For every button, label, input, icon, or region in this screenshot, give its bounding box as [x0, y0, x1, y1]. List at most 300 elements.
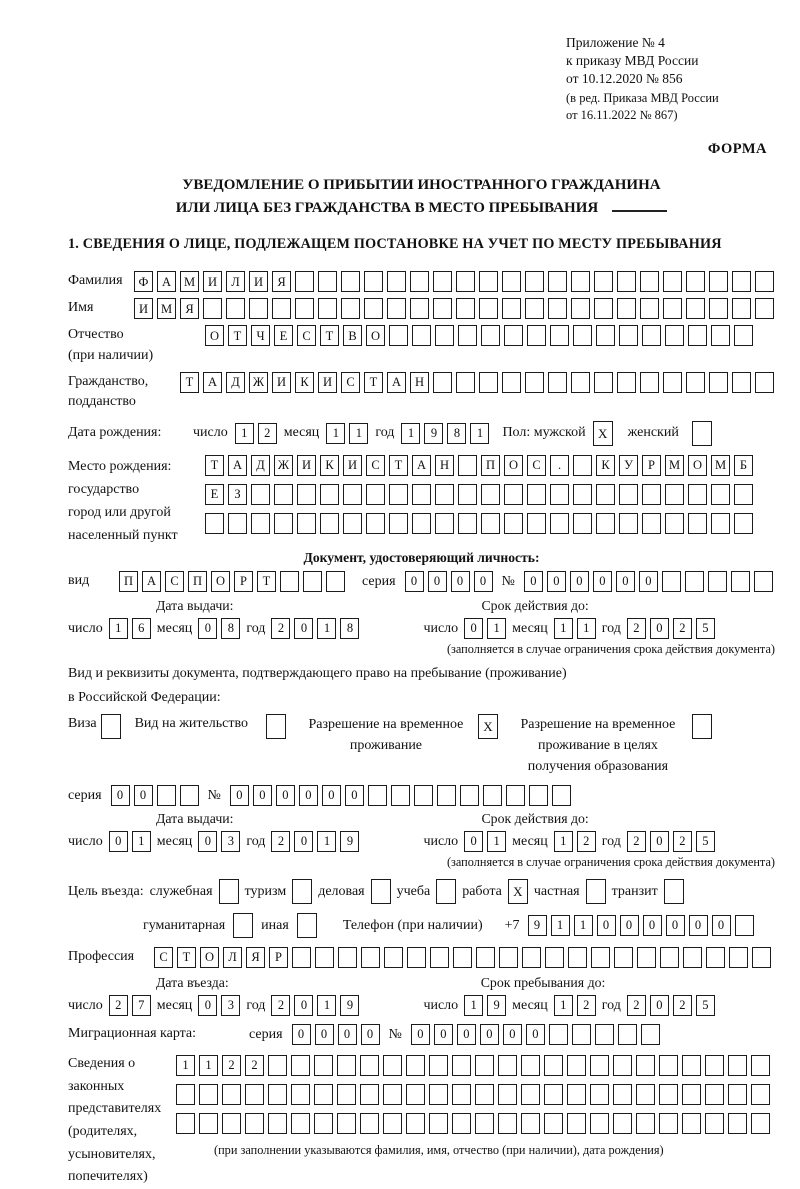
- migcard-number-cell[interactable]: [572, 1024, 591, 1045]
- permit-expiry-year-cell[interactable]: 5: [696, 831, 715, 852]
- representatives-cell[interactable]: [636, 1055, 655, 1076]
- birthplace-cell[interactable]: [688, 513, 707, 534]
- migcard-number-cell[interactable]: 0: [503, 1024, 522, 1045]
- representatives-cell[interactable]: [728, 1113, 747, 1134]
- representatives-cell[interactable]: [636, 1084, 655, 1105]
- representatives-cell[interactable]: [475, 1055, 494, 1076]
- representatives-cell[interactable]: [199, 1084, 218, 1105]
- birth-day-cell[interactable]: 1: [235, 423, 254, 444]
- stay-year-cell[interactable]: 5: [696, 995, 715, 1016]
- permit-issue-year-cell[interactable]: 2: [271, 831, 290, 852]
- surname-cell[interactable]: [755, 271, 774, 292]
- surname-cell[interactable]: М: [180, 271, 199, 292]
- name-cell[interactable]: Я: [180, 298, 199, 319]
- representatives-cell[interactable]: [406, 1084, 425, 1105]
- representatives-cell[interactable]: [314, 1084, 333, 1105]
- representatives-cell[interactable]: [636, 1113, 655, 1134]
- permit-expiry-year-cell[interactable]: 0: [650, 831, 669, 852]
- birth-year-cell[interactable]: 1: [470, 423, 489, 444]
- birthplace-cell[interactable]: [458, 455, 477, 476]
- surname-cell[interactable]: А: [157, 271, 176, 292]
- representatives-cell[interactable]: [521, 1113, 540, 1134]
- name-cell[interactable]: [364, 298, 383, 319]
- birthplace-cell[interactable]: [412, 484, 431, 505]
- birthplace-cell[interactable]: .: [550, 455, 569, 476]
- birthplace-cell[interactable]: [596, 484, 615, 505]
- citizenship-cell[interactable]: И: [318, 372, 337, 393]
- representatives-cell[interactable]: [291, 1113, 310, 1134]
- entry-year-cell[interactable]: 1: [317, 995, 336, 1016]
- name-cell[interactable]: [433, 298, 452, 319]
- purpose-business-checkbox-cell[interactable]: [371, 879, 391, 904]
- entry-year-cell[interactable]: 2: [271, 995, 290, 1016]
- profession-cell[interactable]: Л: [223, 947, 242, 968]
- stay-day-cell[interactable]: 1: [464, 995, 483, 1016]
- name-cell[interactable]: [272, 298, 291, 319]
- doc-kind-cell[interactable]: Т: [257, 571, 276, 592]
- representatives-cell[interactable]: [314, 1113, 333, 1134]
- profession-cell[interactable]: [660, 947, 679, 968]
- profession-cell[interactable]: [453, 947, 472, 968]
- citizenship-cell[interactable]: [617, 372, 636, 393]
- patronymic-cell[interactable]: Т: [320, 325, 339, 346]
- representatives-cell[interactable]: [728, 1084, 747, 1105]
- birthplace-cell[interactable]: [274, 513, 293, 534]
- birthplace-cell[interactable]: [320, 513, 339, 534]
- representatives-cell[interactable]: 1: [176, 1055, 195, 1076]
- doc-kind-cell[interactable]: Р: [234, 571, 253, 592]
- doc-number-cell[interactable]: [708, 571, 727, 592]
- doc-expiry-year-cell[interactable]: 0: [650, 618, 669, 639]
- permit-expiry-day-cell[interactable]: 0: [464, 831, 483, 852]
- profession-cell[interactable]: [752, 947, 771, 968]
- migcard-number-cell[interactable]: [641, 1024, 660, 1045]
- phone-cell[interactable]: 0: [643, 915, 662, 936]
- name-cell[interactable]: [594, 298, 613, 319]
- surname-cell[interactable]: [617, 271, 636, 292]
- birthplace-cell[interactable]: [504, 513, 523, 534]
- patronymic-cell[interactable]: [435, 325, 454, 346]
- name-cell[interactable]: [525, 298, 544, 319]
- migcard-number-cell[interactable]: [595, 1024, 614, 1045]
- name-cell[interactable]: [410, 298, 429, 319]
- citizenship-cell[interactable]: И: [272, 372, 291, 393]
- birthplace-cell[interactable]: А: [412, 455, 431, 476]
- name-cell[interactable]: [755, 298, 774, 319]
- entry-day-cell[interactable]: 2: [109, 995, 128, 1016]
- surname-cell[interactable]: Ф: [134, 271, 153, 292]
- doc-number-cell[interactable]: 0: [570, 571, 589, 592]
- phone-cell[interactable]: 0: [689, 915, 708, 936]
- representatives-cell[interactable]: [452, 1084, 471, 1105]
- representatives-cell[interactable]: [268, 1055, 287, 1076]
- birthplace-cell[interactable]: [665, 484, 684, 505]
- birth-year-cell[interactable]: 9: [424, 423, 443, 444]
- birth-month-cell[interactable]: 1: [326, 423, 345, 444]
- patronymic-cell[interactable]: О: [366, 325, 385, 346]
- representatives-cell[interactable]: [337, 1084, 356, 1105]
- birthplace-cell[interactable]: Ж: [274, 455, 293, 476]
- representatives-cell[interactable]: [613, 1084, 632, 1105]
- representatives-cell[interactable]: [728, 1055, 747, 1076]
- representatives-cell[interactable]: [314, 1055, 333, 1076]
- birthplace-cell[interactable]: [481, 513, 500, 534]
- profession-cell[interactable]: О: [200, 947, 219, 968]
- permit-series-cell[interactable]: [180, 785, 199, 806]
- doc-number-cell[interactable]: 0: [547, 571, 566, 592]
- name-cell[interactable]: [249, 298, 268, 319]
- entry-month-cell[interactable]: 0: [198, 995, 217, 1016]
- representatives-cell[interactable]: [268, 1113, 287, 1134]
- surname-cell[interactable]: [341, 271, 360, 292]
- surname-cell[interactable]: [571, 271, 590, 292]
- birthplace-cell[interactable]: К: [596, 455, 615, 476]
- birthplace-cell[interactable]: Д: [251, 455, 270, 476]
- temp-residence-edu-checkbox-cell[interactable]: [692, 714, 712, 739]
- representatives-cell[interactable]: [682, 1113, 701, 1134]
- birthplace-cell[interactable]: [251, 484, 270, 505]
- representatives-cell[interactable]: 1: [199, 1055, 218, 1076]
- surname-cell[interactable]: [410, 271, 429, 292]
- citizenship-cell[interactable]: [502, 372, 521, 393]
- birthplace-cell[interactable]: [734, 484, 753, 505]
- birthplace-cell[interactable]: [711, 513, 730, 534]
- doc-issue-month-cell[interactable]: 8: [221, 618, 240, 639]
- citizenship-cell[interactable]: [571, 372, 590, 393]
- birthplace-cell[interactable]: [619, 484, 638, 505]
- doc-number-cell[interactable]: [731, 571, 750, 592]
- representatives-cell[interactable]: [567, 1084, 586, 1105]
- doc-issue-year-cell[interactable]: 2: [271, 618, 290, 639]
- representatives-cell[interactable]: [429, 1084, 448, 1105]
- patronymic-cell[interactable]: [573, 325, 592, 346]
- permit-number-cell[interactable]: 0: [253, 785, 272, 806]
- profession-cell[interactable]: [361, 947, 380, 968]
- birthplace-cell[interactable]: П: [481, 455, 500, 476]
- permit-issue-year-cell[interactable]: 0: [294, 831, 313, 852]
- doc-expiry-year-cell[interactable]: 2: [673, 618, 692, 639]
- representatives-cell[interactable]: [590, 1055, 609, 1076]
- permit-number-cell[interactable]: [391, 785, 410, 806]
- migcard-series-cell[interactable]: 0: [315, 1024, 334, 1045]
- permit-number-cell[interactable]: [437, 785, 456, 806]
- surname-cell[interactable]: [732, 271, 751, 292]
- doc-series-cell[interactable]: 0: [451, 571, 470, 592]
- profession-cell[interactable]: [315, 947, 334, 968]
- representatives-cell[interactable]: [544, 1113, 563, 1134]
- birthplace-cell[interactable]: И: [297, 455, 316, 476]
- permit-issue-month-cell[interactable]: 3: [221, 831, 240, 852]
- representatives-cell[interactable]: [521, 1084, 540, 1105]
- name-cell[interactable]: [456, 298, 475, 319]
- representatives-cell[interactable]: [406, 1055, 425, 1076]
- representatives-cell[interactable]: [705, 1113, 724, 1134]
- birthplace-cell[interactable]: [734, 513, 753, 534]
- phone-cell[interactable]: 1: [551, 915, 570, 936]
- phone-cell[interactable]: 1: [574, 915, 593, 936]
- birthplace-cell[interactable]: [642, 484, 661, 505]
- representatives-cell[interactable]: [567, 1055, 586, 1076]
- birthplace-cell[interactable]: [550, 484, 569, 505]
- doc-kind-cell[interactable]: О: [211, 571, 230, 592]
- patronymic-cell[interactable]: Ч: [251, 325, 270, 346]
- representatives-cell[interactable]: [222, 1113, 241, 1134]
- permit-number-cell[interactable]: [414, 785, 433, 806]
- patronymic-cell[interactable]: [504, 325, 523, 346]
- birthplace-cell[interactable]: [366, 513, 385, 534]
- birthplace-cell[interactable]: [573, 513, 592, 534]
- phone-cell[interactable]: 0: [620, 915, 639, 936]
- citizenship-cell[interactable]: [479, 372, 498, 393]
- residence-permit-checkbox-cell[interactable]: [266, 714, 286, 739]
- birthplace-cell[interactable]: [228, 513, 247, 534]
- representatives-cell[interactable]: [291, 1084, 310, 1105]
- name-cell[interactable]: [732, 298, 751, 319]
- birthplace-cell[interactable]: [435, 484, 454, 505]
- representatives-cell[interactable]: [452, 1113, 471, 1134]
- representatives-cell[interactable]: [383, 1084, 402, 1105]
- representatives-cell[interactable]: [567, 1113, 586, 1134]
- name-cell[interactable]: [387, 298, 406, 319]
- patronymic-cell[interactable]: [458, 325, 477, 346]
- entry-year-cell[interactable]: 9: [340, 995, 359, 1016]
- profession-cell[interactable]: [407, 947, 426, 968]
- surname-cell[interactable]: [525, 271, 544, 292]
- representatives-cell[interactable]: [360, 1084, 379, 1105]
- surname-cell[interactable]: [502, 271, 521, 292]
- birthplace-cell[interactable]: [458, 513, 477, 534]
- migcard-number-cell[interactable]: [618, 1024, 637, 1045]
- patronymic-cell[interactable]: [389, 325, 408, 346]
- entry-month-cell[interactable]: 3: [221, 995, 240, 1016]
- representatives-cell[interactable]: [360, 1113, 379, 1134]
- permit-expiry-day-cell[interactable]: 1: [487, 831, 506, 852]
- migcard-series-cell[interactable]: 0: [338, 1024, 357, 1045]
- citizenship-cell[interactable]: [594, 372, 613, 393]
- birthplace-cell[interactable]: [665, 513, 684, 534]
- representatives-cell[interactable]: [383, 1055, 402, 1076]
- name-cell[interactable]: М: [157, 298, 176, 319]
- permit-series-cell[interactable]: 0: [134, 785, 153, 806]
- patronymic-cell[interactable]: [688, 325, 707, 346]
- profession-cell[interactable]: Т: [177, 947, 196, 968]
- profession-cell[interactable]: [591, 947, 610, 968]
- birthplace-cell[interactable]: С: [527, 455, 546, 476]
- phone-cell[interactable]: [735, 915, 754, 936]
- profession-cell[interactable]: [292, 947, 311, 968]
- permit-number-cell[interactable]: 0: [230, 785, 249, 806]
- profession-cell[interactable]: [683, 947, 702, 968]
- permit-issue-year-cell[interactable]: 9: [340, 831, 359, 852]
- citizenship-cell[interactable]: А: [203, 372, 222, 393]
- doc-expiry-day-cell[interactable]: 0: [464, 618, 483, 639]
- birthplace-cell[interactable]: [343, 484, 362, 505]
- name-cell[interactable]: [640, 298, 659, 319]
- representatives-cell[interactable]: [429, 1055, 448, 1076]
- doc-series-cell[interactable]: 0: [428, 571, 447, 592]
- doc-issue-year-cell[interactable]: 8: [340, 618, 359, 639]
- doc-kind-cell[interactable]: С: [165, 571, 184, 592]
- surname-cell[interactable]: [318, 271, 337, 292]
- birthplace-cell[interactable]: И: [343, 455, 362, 476]
- doc-expiry-month-cell[interactable]: 1: [554, 618, 573, 639]
- representatives-cell[interactable]: [498, 1055, 517, 1076]
- surname-cell[interactable]: [479, 271, 498, 292]
- surname-cell[interactable]: [456, 271, 475, 292]
- name-cell[interactable]: [686, 298, 705, 319]
- profession-cell[interactable]: [706, 947, 725, 968]
- permit-number-cell[interactable]: [368, 785, 387, 806]
- representatives-cell[interactable]: [498, 1084, 517, 1105]
- birthplace-cell[interactable]: [527, 513, 546, 534]
- patronymic-cell[interactable]: [596, 325, 615, 346]
- representatives-cell[interactable]: [268, 1084, 287, 1105]
- doc-kind-cell[interactable]: [303, 571, 322, 592]
- patronymic-cell[interactable]: О: [205, 325, 224, 346]
- profession-cell[interactable]: [568, 947, 587, 968]
- representatives-cell[interactable]: [521, 1055, 540, 1076]
- birthplace-cell[interactable]: [527, 484, 546, 505]
- representatives-cell[interactable]: [498, 1113, 517, 1134]
- birthplace-cell[interactable]: Т: [389, 455, 408, 476]
- profession-cell[interactable]: [338, 947, 357, 968]
- citizenship-cell[interactable]: [433, 372, 452, 393]
- permit-expiry-month-cell[interactable]: 2: [577, 831, 596, 852]
- surname-cell[interactable]: [433, 271, 452, 292]
- entry-day-cell[interactable]: 7: [132, 995, 151, 1016]
- representatives-cell[interactable]: [222, 1084, 241, 1105]
- doc-expiry-month-cell[interactable]: 1: [577, 618, 596, 639]
- birthplace-cell[interactable]: [412, 513, 431, 534]
- profession-cell[interactable]: [430, 947, 449, 968]
- patronymic-cell[interactable]: [665, 325, 684, 346]
- purpose-tourism-checkbox-cell[interactable]: [292, 879, 312, 904]
- representatives-cell[interactable]: [705, 1084, 724, 1105]
- citizenship-cell[interactable]: Т: [364, 372, 383, 393]
- profession-cell[interactable]: Р: [269, 947, 288, 968]
- representatives-cell[interactable]: [659, 1084, 678, 1105]
- representatives-cell[interactable]: [544, 1084, 563, 1105]
- birthplace-cell[interactable]: [619, 513, 638, 534]
- migcard-number-cell[interactable]: 0: [526, 1024, 545, 1045]
- birthplace-cell[interactable]: [504, 484, 523, 505]
- purpose-study-checkbox-cell[interactable]: [436, 879, 456, 904]
- permit-number-cell[interactable]: 0: [299, 785, 318, 806]
- birth-day-cell[interactable]: 2: [258, 423, 277, 444]
- stay-month-cell[interactable]: 2: [577, 995, 596, 1016]
- citizenship-cell[interactable]: [686, 372, 705, 393]
- doc-kind-cell[interactable]: П: [119, 571, 138, 592]
- birthplace-cell[interactable]: [573, 455, 592, 476]
- migcard-number-cell[interactable]: 0: [480, 1024, 499, 1045]
- surname-cell[interactable]: [640, 271, 659, 292]
- birthplace-cell[interactable]: С: [366, 455, 385, 476]
- purpose-private-checkbox-cell[interactable]: [586, 879, 606, 904]
- citizenship-cell[interactable]: [548, 372, 567, 393]
- name-cell[interactable]: [709, 298, 728, 319]
- doc-series-cell[interactable]: 0: [405, 571, 424, 592]
- representatives-cell[interactable]: 2: [222, 1055, 241, 1076]
- representatives-cell[interactable]: [659, 1113, 678, 1134]
- representatives-cell[interactable]: [245, 1084, 264, 1105]
- doc-number-cell[interactable]: [685, 571, 704, 592]
- profession-cell[interactable]: [522, 947, 541, 968]
- patronymic-cell[interactable]: [481, 325, 500, 346]
- representatives-cell[interactable]: [406, 1113, 425, 1134]
- doc-number-cell[interactable]: 0: [524, 571, 543, 592]
- profession-cell[interactable]: [545, 947, 564, 968]
- stay-year-cell[interactable]: 2: [627, 995, 646, 1016]
- citizenship-cell[interactable]: [709, 372, 728, 393]
- doc-expiry-year-cell[interactable]: 2: [627, 618, 646, 639]
- birthplace-cell[interactable]: З: [228, 484, 247, 505]
- permit-number-cell[interactable]: 0: [345, 785, 364, 806]
- birthplace-cell[interactable]: [389, 484, 408, 505]
- doc-number-cell[interactable]: 0: [593, 571, 612, 592]
- representatives-cell[interactable]: [337, 1113, 356, 1134]
- birthplace-cell[interactable]: [688, 484, 707, 505]
- profession-cell[interactable]: [637, 947, 656, 968]
- profession-cell[interactable]: [476, 947, 495, 968]
- name-cell[interactable]: [295, 298, 314, 319]
- migcard-number-cell[interactable]: 0: [411, 1024, 430, 1045]
- phone-cell[interactable]: 0: [666, 915, 685, 936]
- doc-issue-year-cell[interactable]: 0: [294, 618, 313, 639]
- profession-cell[interactable]: [729, 947, 748, 968]
- profession-cell[interactable]: Я: [246, 947, 265, 968]
- stay-year-cell[interactable]: 0: [650, 995, 669, 1016]
- citizenship-cell[interactable]: [456, 372, 475, 393]
- birthplace-cell[interactable]: [481, 484, 500, 505]
- patronymic-cell[interactable]: [619, 325, 638, 346]
- surname-cell[interactable]: [364, 271, 383, 292]
- birthplace-cell[interactable]: [274, 484, 293, 505]
- representatives-cell[interactable]: [199, 1113, 218, 1134]
- birthplace-cell[interactable]: [642, 513, 661, 534]
- representatives-cell[interactable]: [682, 1084, 701, 1105]
- doc-expiry-year-cell[interactable]: 5: [696, 618, 715, 639]
- doc-issue-day-cell[interactable]: 1: [109, 618, 128, 639]
- doc-series-cell[interactable]: 0: [474, 571, 493, 592]
- permit-issue-day-cell[interactable]: 0: [109, 831, 128, 852]
- surname-cell[interactable]: [686, 271, 705, 292]
- profession-cell[interactable]: [614, 947, 633, 968]
- surname-cell[interactable]: [594, 271, 613, 292]
- birthplace-cell[interactable]: Б: [734, 455, 753, 476]
- representatives-cell[interactable]: [337, 1055, 356, 1076]
- surname-cell[interactable]: И: [249, 271, 268, 292]
- name-cell[interactable]: [548, 298, 567, 319]
- representatives-cell[interactable]: [475, 1084, 494, 1105]
- migcard-series-cell[interactable]: 0: [361, 1024, 380, 1045]
- representatives-cell[interactable]: [613, 1055, 632, 1076]
- doc-issue-year-cell[interactable]: 1: [317, 618, 336, 639]
- doc-number-cell[interactable]: 0: [616, 571, 635, 592]
- stay-month-cell[interactable]: 1: [554, 995, 573, 1016]
- citizenship-cell[interactable]: Т: [180, 372, 199, 393]
- representatives-cell[interactable]: [291, 1055, 310, 1076]
- name-cell[interactable]: [226, 298, 245, 319]
- representatives-cell[interactable]: [429, 1113, 448, 1134]
- representatives-cell[interactable]: [475, 1113, 494, 1134]
- profession-cell[interactable]: С: [154, 947, 173, 968]
- patronymic-cell[interactable]: С: [297, 325, 316, 346]
- doc-kind-cell[interactable]: П: [188, 571, 207, 592]
- purpose-humanitarian-checkbox-cell[interactable]: [233, 913, 253, 938]
- doc-issue-month-cell[interactable]: 0: [198, 618, 217, 639]
- birthplace-cell[interactable]: У: [619, 455, 638, 476]
- citizenship-cell[interactable]: [755, 372, 774, 393]
